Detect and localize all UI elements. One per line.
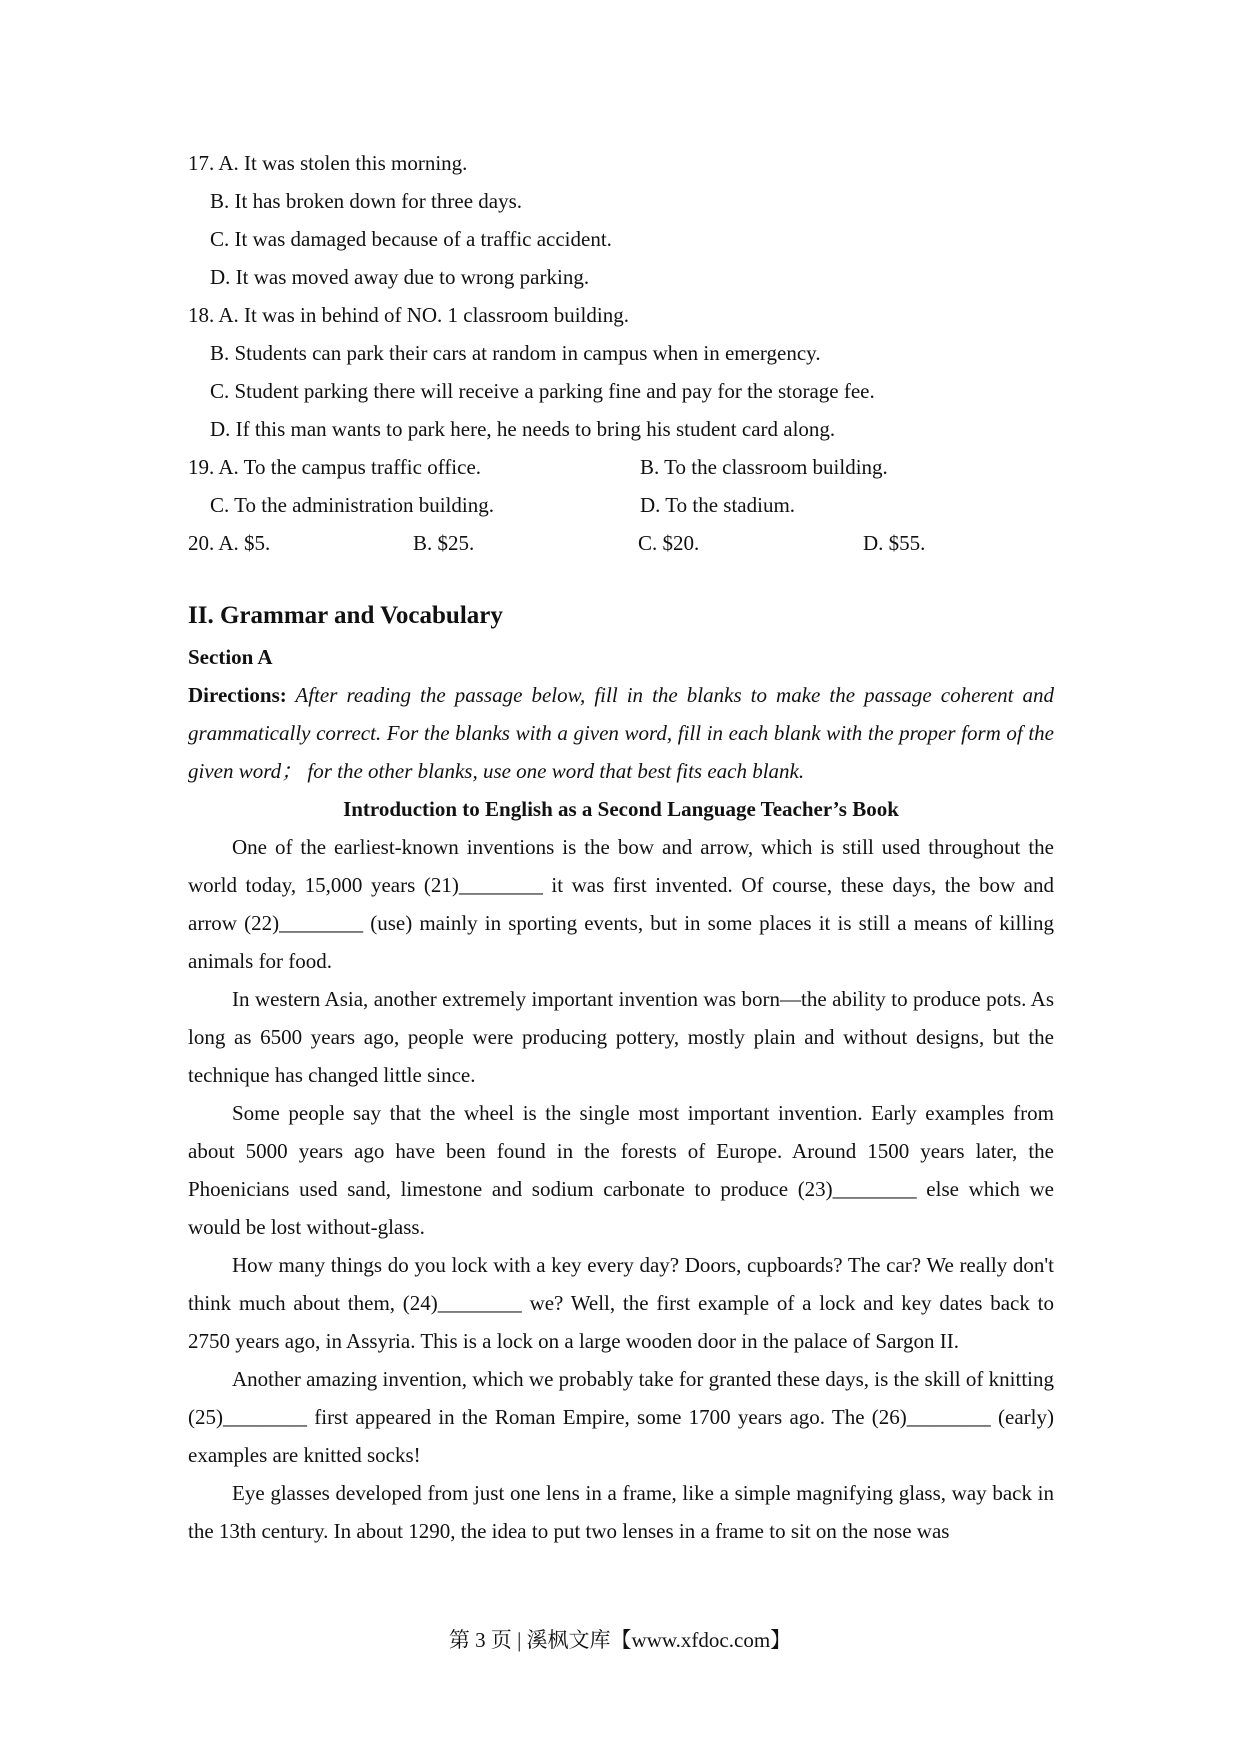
q19-row-1 — [188, 448, 1054, 486]
q17-option-a: 17. A. It was stolen this morning. — [188, 151, 468, 175]
q19-option-a: 19. A. To the campus traffic office. — [188, 455, 482, 479]
directions-label: Directions: — [188, 683, 287, 707]
q20-option-a: 20. A. $5. — [188, 531, 271, 555]
q20-option-b: B. $25. — [413, 531, 475, 555]
q20-option-d: D. $55. — [863, 531, 926, 555]
q18-option-d: D. If this man wants to park here, he needs to bring his student card along. — [210, 417, 836, 441]
directions — [188, 676, 1054, 790]
q19-option-c: C. To the administration building. — [210, 493, 494, 517]
section-heading: II. Grammar and Vocabulary — [188, 602, 503, 629]
q17-option-c: C. It was damaged because of a traffic accident. — [210, 227, 612, 251]
paragraph-5: Another amazing invention, which we probably take for granted these days, is the skill of knitting (25)________ first appeared in the Roman Empire, some 1700 years ago. The (26)________ (early) examples are knitted socks! — [188, 1367, 1054, 1467]
q20-row — [188, 524, 1054, 562]
q19-option-d: D. To the stadium. — [640, 493, 796, 517]
q18-option-a: 18. A. It was in behind of NO. 1 classroom building. — [188, 303, 629, 327]
paragraph-4: How many things do you lock with a key every day? Doors, cupboards? The car? We really don't think much about them, (24)________ we? Well, the first example of a lock and key dates back to 2750 years ago, in Assyria. This is a lock on a large wooden door in the palace of Sargon II. — [188, 1253, 1054, 1353]
paragraph-3: Some people say that the wheel is the single most important invention. Early examples from about 5000 years ago have been found in the forests of Europe. Around 1500 years later, the Phoenicians used sand, limestone and sodium carbonate to produce (23)________ else which we would be lost without-glass. — [188, 1101, 1054, 1239]
q18-option-c: C. Student parking there will receive a parking fine and pay for the storage fee. — [210, 379, 875, 403]
q17-option-b: B. It has broken down for three days. — [210, 189, 523, 213]
section-a-heading: Section A — [188, 645, 273, 669]
paragraph-1: One of the earliest-known inventions is the bow and arrow, which is still used throughout the world today, 15,000 years (21)________ it was first invented. Of course, these days, the bow and arrow (22)________ (use) mainly in sporting events, but in some places it is still a means of killing animals for food. — [188, 835, 1054, 973]
paragraph-2: In western Asia, another extremely important invention was born—the ability to produce pots. As long as 6500 years ago, people were producing pottery, mostly plain and without designs, but the technique has changed little since. — [188, 987, 1054, 1087]
q19-row-2 — [188, 486, 1054, 524]
page-content — [188, 144, 1054, 1550]
directions-text: After reading the passage below, fill in the blanks to make the passage coherent and grammatically correct. For the blanks with a given word, fill in each blank with the proper form of the given word； for the other blanks, use one word that best fits each blank. — [188, 683, 1054, 783]
page-footer: 第 3 页 | 溪枫文库【www.xfdoc.com】 — [448, 1628, 792, 1652]
passage-title: Introduction to English as a Second Language Teacher’s Book — [343, 797, 899, 821]
q18-option-b: B. Students can park their cars at random in campus when in emergency. — [210, 341, 821, 365]
paragraph-6: Eye glasses developed from just one lens in a frame, like a simple magnifying glass, way back in the 13th century. In about 1290, the idea to put two lenses in a frame to sit on the nose was — [188, 1481, 1054, 1543]
q20-option-c: C. $20. — [638, 531, 700, 555]
q19-option-b: B. To the classroom building. — [640, 455, 888, 479]
q17-option-d: D. It was moved away due to wrong parking. — [210, 265, 590, 289]
